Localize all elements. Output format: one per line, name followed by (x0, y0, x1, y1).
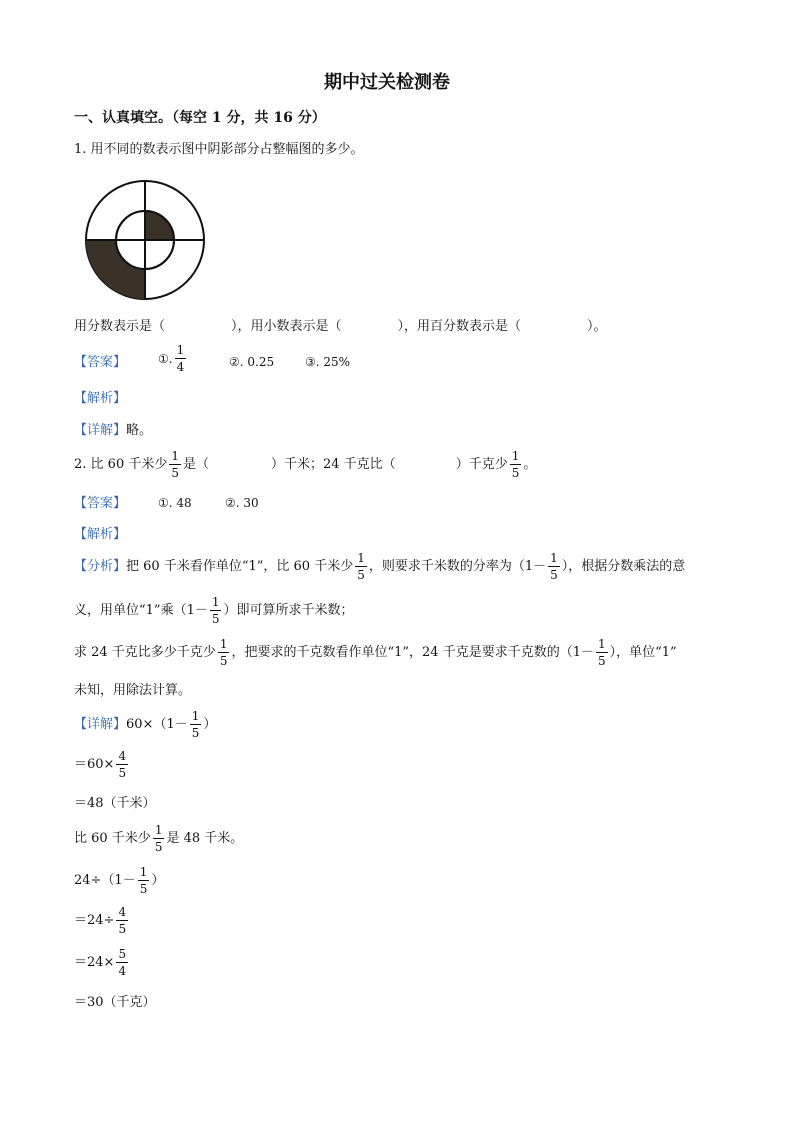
fraction (355, 552, 367, 581)
shaded-circle-figure (80, 175, 210, 305)
detail-step-6 (74, 906, 130, 935)
fraction (548, 552, 560, 581)
fraction-denominator: 5 (154, 840, 163, 854)
fraction-numerator: 1 (511, 449, 520, 463)
step-text: ） (203, 717, 217, 732)
fraction-denominator: 5 (191, 726, 200, 740)
fraction-denominator: 5 (219, 654, 228, 668)
analysis-text: ，则要求千米数的分率为（1－ (368, 559, 547, 574)
analysis-method-tag: 【分析】 (74, 559, 127, 574)
analysis-tag: 【解析】 (74, 391, 127, 406)
fraction-numerator: 1 (171, 449, 179, 463)
fraction-denominator: 5 (211, 612, 220, 626)
analysis-line-1 (74, 552, 685, 581)
blank-label-percent: ），用百分数表示是（ (397, 319, 522, 334)
analysis-text: 把 60 千米看作单位“1”，比 60 千米少 (126, 559, 354, 574)
fraction-numerator: 4 (118, 905, 127, 919)
fraction-numerator: 1 (176, 343, 185, 357)
fraction (210, 596, 222, 625)
detail-tag: 【详解】 (74, 423, 127, 438)
answer-1: ①. 48 (158, 496, 192, 510)
q2-text-4: ）千克少 (455, 457, 508, 472)
fraction (218, 638, 230, 667)
fraction-numerator: 4 (118, 749, 127, 763)
analysis-text: ）即可算所求千米数； (223, 603, 354, 618)
fraction (138, 866, 150, 895)
question-1-blanks (74, 320, 607, 333)
fraction-numerator: 1 (219, 637, 228, 651)
fraction-denominator: 5 (171, 466, 179, 480)
q2-text-2: 是（ (182, 457, 209, 472)
question-2-prompt (74, 450, 536, 479)
fraction-denominator: 5 (357, 568, 365, 582)
fraction-numerator: 1 (211, 595, 220, 609)
q2-text-3: ）千米；24 千克比（ (271, 457, 396, 472)
q2-text-5: 。 (523, 457, 537, 472)
step-text: ＝60× (74, 757, 115, 772)
fraction-denominator: 5 (118, 766, 127, 780)
step-text: ＝24× (74, 955, 115, 970)
analysis-text: 义，用单位“1”乘（1－ (74, 603, 208, 618)
fraction-denominator: 5 (550, 568, 558, 582)
fraction (116, 750, 128, 779)
analysis-tag: 【解析】 (74, 527, 127, 542)
fraction-numerator: 1 (597, 637, 606, 651)
step-text: 24÷（1－ (74, 873, 136, 888)
step-text: 60×（1－ (126, 717, 188, 732)
analysis-text: 求 24 千克比多少千克少 (74, 645, 216, 660)
detail-step-7 (74, 948, 130, 977)
step-text: ＝24÷ (74, 913, 115, 928)
blank-label-fraction: 用分数表示是（ (74, 319, 166, 334)
q2-text-1: 2. 比 60 千米少 (74, 457, 168, 472)
answer-2: ②. 0.25 (229, 355, 275, 369)
fraction (116, 948, 128, 977)
fraction-numerator: 1 (191, 709, 200, 723)
q2-fraction-2 (510, 450, 522, 479)
fraction (596, 638, 608, 667)
analysis-text: ，把要求的千克数看作单位“1”，24 千克是要求千克数的（1－ (231, 645, 594, 660)
detail-step-5 (74, 866, 164, 895)
detail-step-3: ＝48（千米） (74, 796, 156, 811)
blank-label-decimal: ），用小数表示是（ (231, 319, 342, 334)
analysis-line-4: 未知，用除法计算。 (74, 683, 192, 698)
detail-step-4 (74, 824, 243, 853)
answer-1-fraction (175, 344, 187, 373)
answer-tag: 【答案】 (74, 496, 127, 511)
fraction-numerator: 1 (357, 551, 365, 565)
fraction-numerator: 1 (154, 823, 163, 837)
blank-label-end: ）。 (587, 319, 607, 334)
fraction-denominator: 4 (176, 360, 185, 374)
detail-step-8: ＝30（千克） (74, 995, 156, 1010)
detail-step-1 (74, 710, 216, 739)
analysis-text: ），单位“1” (609, 645, 677, 660)
detail-tag: 【详解】 (74, 717, 127, 732)
section-heading: 一、认真填空。（每空 1 分，共 16 分） (74, 110, 326, 126)
answer-3: ③. 25% (305, 355, 351, 369)
analysis-line-2 (74, 596, 354, 625)
fraction-numerator: 5 (118, 947, 127, 961)
fraction (153, 824, 165, 853)
answer-1-mark: ①. (158, 351, 173, 366)
step-text: 比 60 千米少 (74, 831, 151, 846)
page-title: 期中过关检测卷 (324, 72, 450, 93)
question-1-prompt: 1. 用不同的数表示图中阴影部分占整幅图的多少。 (74, 142, 364, 157)
fraction-numerator: 1 (550, 551, 558, 565)
step-text: ） (151, 873, 165, 888)
analysis-text: ），根据分数乘法的意 (561, 559, 686, 574)
detail-line (74, 424, 152, 437)
detail-step-2 (74, 750, 130, 779)
answer-2: ②. 30 (225, 496, 259, 510)
answer-1 (158, 344, 188, 373)
answer-tag: 【答案】 (74, 355, 127, 370)
fraction-denominator: 4 (118, 964, 127, 978)
fraction-denominator: 5 (511, 466, 520, 480)
fraction-denominator: 5 (118, 922, 127, 936)
q2-fraction-1 (169, 450, 181, 479)
detail-text: 略。 (126, 423, 153, 438)
fraction-numerator: 1 (139, 865, 148, 879)
fraction (190, 710, 202, 739)
fraction-denominator: 5 (597, 654, 606, 668)
fraction-denominator: 5 (139, 882, 148, 896)
fraction (116, 906, 128, 935)
step-text: 是 48 千米。 (166, 831, 244, 846)
analysis-line-3 (74, 638, 677, 667)
